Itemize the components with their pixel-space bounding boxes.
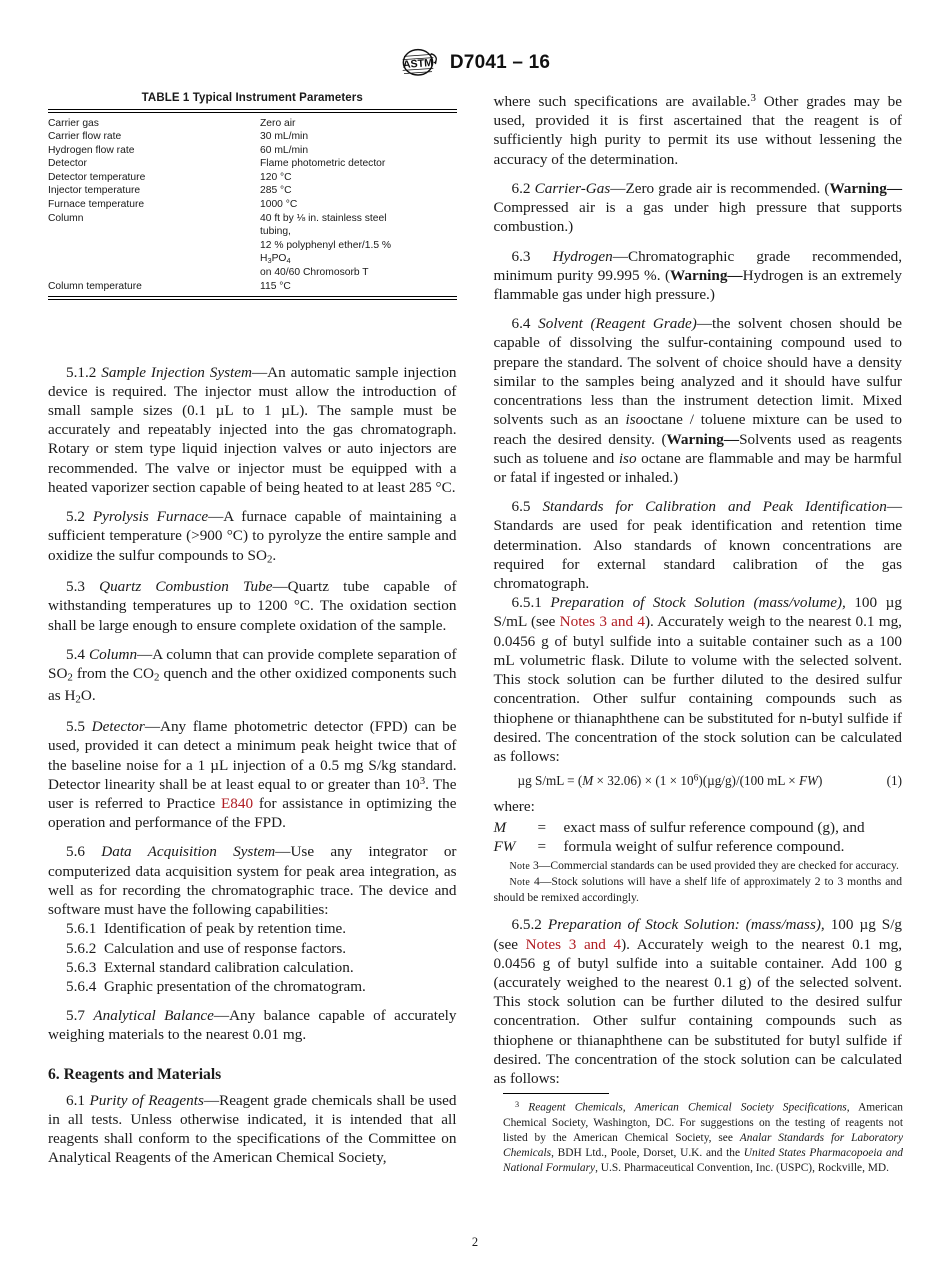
note-label: Note — [509, 877, 531, 889]
paragraph-5-6-3 — [48, 958, 457, 977]
paragraph-6-4 — [494, 314, 903, 487]
section-text: octane / toluene mixture can be used to reach the desired density. ( — [493, 411, 903, 448]
warning-label: Warning— — [666, 430, 740, 448]
section-title: Sample Injection System — [101, 363, 252, 381]
paragraph-5-6 — [48, 842, 457, 919]
section-title: Standards for Calibration and Peak Identification — [542, 498, 887, 516]
astm-logo-icon — [400, 48, 440, 78]
section-text: . The user is referred to Practice — [48, 775, 457, 812]
section-text: where such specifications are available. — [493, 93, 751, 110]
table-row-continuation — [48, 252, 457, 266]
table-row — [48, 130, 457, 144]
section-text-end: for assistance in optimizing the operation and performance of the FPD. — [48, 794, 457, 832]
section-number: 5.5 — [66, 718, 85, 736]
section-title: Carrier-Gas — [534, 179, 611, 197]
footnote-title-2: Analar Standards for Laboratory Chemicals — [503, 1131, 904, 1159]
section-text: —Standards are used for peak identification and retention time determination. Also standards of known concentrations are required for external standard calibration of the gas chromatograph. — [493, 498, 902, 593]
section-title: Pyrolysis Furnace — [92, 508, 209, 526]
param-label-empty — [48, 225, 260, 239]
section-6-heading: 6. Reagents and Materials — [48, 1065, 222, 1083]
table-row — [48, 117, 457, 131]
paragraph-5-5 — [48, 717, 457, 832]
equation-1: µg $S/mL = (M \times 32.06) \times (1 \times 10^6)(\mu g/g)/(100$ mL × FW) — [517, 773, 823, 789]
section-text-end: Compressed air is a gas under high pressure that supports combustion.) — [493, 199, 902, 236]
where-definition: exact mass of sulfur reference compound (g), and — [563, 818, 865, 836]
section-number: 5.6.3 — [66, 958, 97, 976]
section-title: Analytical Balance — [93, 1007, 214, 1025]
where-equals: = — [537, 818, 547, 836]
iso-prefix: iso — [618, 449, 637, 467]
where-symbol: M — [493, 818, 507, 836]
table-row-continuation — [48, 225, 457, 239]
right-column — [494, 92, 903, 1167]
section-text: Calculation and use of response factors. — [103, 939, 347, 957]
section-text-end: O. — [80, 686, 96, 704]
section-text-end: Hydrogen is an extremely flammable gas under high pressure.) — [493, 266, 902, 303]
document-designation: D7041 – 16 — [449, 52, 551, 73]
section-text: —Quartz tube capable of withstanding temperatures up to 1200 °C. The oxidation section shall be large enough to ensure complete oxidation of the sample. — [48, 578, 457, 634]
note-text: —Stock solutions will have a shelf life of approximately 2 to 3 months and should be remixed accordingly. — [493, 875, 902, 905]
where-equals: = — [537, 838, 547, 856]
section-text: Solvents used as reagents such as toluene and — [493, 430, 902, 467]
paragraph-6-5-1 — [494, 593, 903, 766]
section-number: 5.2 — [66, 508, 85, 526]
table-row — [48, 144, 457, 158]
param-label-empty — [48, 266, 260, 280]
left-column — [48, 92, 457, 1167]
note-number: 3 — [530, 859, 539, 873]
section-number: 5.6.4 — [66, 977, 97, 995]
section-text: —A furnace capable of maintaining a sufficient temperature (>900 °C) to pyrolyze the entire sample and oxidize the sulfur compounds to SO — [48, 508, 457, 564]
equation-number: (1) — [886, 773, 902, 789]
practice-e840-link[interactable]: E840 — [221, 794, 254, 812]
instrument-parameters-table — [48, 117, 457, 294]
notes-3-and-4-link[interactable]: Notes 3 and 4 — [559, 613, 645, 631]
section-title: Preparation of Stock Solution (mass/volume), — [550, 594, 846, 612]
paragraph-5-7 — [48, 1006, 457, 1044]
subscript: 2 — [266, 553, 273, 566]
param-value: 12 % polyphenyl ether/1.5 % — [260, 239, 392, 251]
two-column-body — [48, 92, 902, 1167]
paragraph-5-4 — [48, 645, 457, 707]
section-text: —Reagent grade chemicals shall be used in all tests. Unless otherwise indicated, it is intended that all reagents shall conform to the specifications of the Committee on Analytical Reagents of the American Chemical Society, — [48, 1091, 457, 1167]
param-label: Furnace temperature — [48, 198, 145, 210]
section-text-end: ). Accurately weigh to the nearest 0.1 mg, 0.0456 g of butyl sulfide into a suitable container such as a 100 mL volumetric flask. Dilute to volume with the selected solvent. This stock solution can be further diluted to the desired sulfur concentration. Other sulfur containing compounds such as thiophene or thianaphthene can be substituted for n-butyl sulfide if desired. The concentration of the stock solution can be calculated as follows: — [493, 613, 902, 765]
where-definition: formula weight of sulfur reference compound. — [563, 838, 845, 856]
section-title: Solvent (Reagent Grade) — [538, 315, 697, 333]
param-label: Carrier gas — [48, 117, 99, 129]
table-row — [48, 184, 457, 198]
footnote-title-3: United States Pharmacopoeia and National Formulary — [503, 1146, 903, 1174]
where-row — [494, 837, 865, 856]
param-value: 30 mL/min — [260, 131, 309, 143]
note-text: —Commercial standards can be used provided they are checked for accuracy. — [538, 859, 899, 873]
table-row — [48, 171, 457, 185]
where-symbol: FW — [493, 838, 516, 856]
param-label: Hydrogen flow rate — [48, 144, 135, 156]
notes-3-and-4-link[interactable]: Notes 3 and 4 — [525, 935, 622, 953]
section-text: —Any balance capable of accurately weighing materials to the nearest 0.01 mg. — [48, 1007, 457, 1044]
param-label: Carrier flow rate — [48, 131, 122, 143]
section-number: 6.5 — [511, 498, 531, 516]
section-text: Identification of peak by retention time. — [103, 920, 347, 938]
section-number: 5.7 — [66, 1007, 85, 1025]
section-text-end: . — [272, 546, 277, 564]
equation-1-row — [494, 773, 903, 790]
param-label: Column temperature — [48, 280, 142, 292]
paragraph-5-1-2 — [48, 363, 457, 498]
section-title: Detector — [91, 718, 145, 736]
paragraph-continuation-6-1 — [494, 92, 903, 169]
paragraph-6-2 — [494, 179, 903, 237]
subscript: 2 — [154, 671, 160, 684]
param-value: 285 °C — [260, 185, 292, 197]
table-1 — [48, 92, 457, 300]
param-value: 1000 °C — [260, 198, 298, 210]
table-row — [48, 280, 457, 294]
footnote-text-3: , U.S. Pharmaceutical Convention, Inc. (USPC), Rockville, MD. — [595, 1161, 889, 1174]
note-number: 4 — [530, 875, 540, 889]
subscript: 2 — [75, 693, 81, 706]
section-text: 100 µg S/g (see — [493, 916, 903, 953]
section-title: Data Acquisition System — [101, 843, 276, 861]
section-title: Quartz Combustion Tube — [99, 578, 273, 596]
table-row — [48, 157, 457, 171]
param-value: 115 °C — [260, 280, 291, 292]
section-title: Preparation of Stock Solution: (mass/mass), — [547, 916, 825, 934]
section-text: Graphic presentation of the chromatogram. — [103, 977, 366, 995]
section-text: 100 µg S/mL (see — [493, 594, 902, 631]
table-title: TABLE 1 Typical Instrument Parameters — [141, 92, 363, 104]
table-row — [48, 198, 457, 212]
footnote-text-2: , BDH Ltd., Poole, Dorset, U.K. and the — [551, 1146, 744, 1159]
footnote-text-1: , American Chemical Society, Washington, DC. For suggestions on the testing of reagents not listed by the American Chemical Society, see — [503, 1101, 903, 1144]
section-number: 6.5.2 — [511, 916, 542, 934]
section-text: quench and the other oxidized components such as H — [48, 664, 457, 704]
paragraph-5-3 — [48, 577, 457, 635]
svg-text:ASTM: ASTM — [402, 56, 434, 72]
section-title: Purity of Reagents — [89, 1091, 204, 1109]
section-text: —Chromatographic grade recommended, minimum purity 99.995 %. ( — [493, 247, 902, 284]
section-text: External standard calibration calculation. — [103, 958, 354, 976]
param-label: Injector temperature — [48, 185, 141, 197]
section-number: 5.3 — [66, 578, 85, 596]
paragraph-5-2 — [48, 507, 457, 567]
section-text-end: octane are flammable and may be harmful or fatal if ingested or inhaled.) — [493, 449, 902, 486]
paragraph-5-6-1 — [48, 919, 457, 938]
footnote-marker: 3 — [515, 1100, 520, 1109]
section-text: —A column that can provide complete separation of SO — [48, 645, 457, 682]
paragraph-5-6-2 — [48, 939, 457, 958]
note-label: Note — [509, 861, 531, 873]
section-number: 5.6 — [66, 843, 85, 861]
section-text: —the solvent chosen should be capable of dissolving the sulfur-containing compound used to prepare the standard. The solvent of choice should have a density similar to the samples being analyzed and it should have sulfur concentrations less than the instrument detection limit. Mixed solvents such as an — [493, 315, 902, 429]
note-4 — [494, 874, 903, 905]
section-number: 5.6.1 — [66, 920, 97, 938]
section-number: 6.5.1 — [511, 594, 542, 612]
section-text: —Zero grade air is recommended. ( — [610, 179, 830, 197]
where-row — [494, 818, 865, 837]
note-3 — [494, 858, 903, 874]
section-text: —An automatic sample injection device is required. The injector must allow the introduction of small sample sizes (0.1 µL to 1 µL). The sample must be accurately and repeatably injected into the gas chromatograph. Rotary or stem type liquid injection valves or auto injectors are recommended. The valve or injector must be equipped with a heated vaporizer section capable of being heated to at least 285 °C. — [48, 363, 457, 496]
paragraph-5-6-4 — [48, 977, 457, 996]
warning-label: Warning— — [829, 179, 903, 197]
paragraph-6-3 — [494, 247, 903, 305]
section-title: Hydrogen — [552, 247, 613, 265]
table-row-continuation — [48, 266, 457, 280]
param-label-empty — [48, 252, 260, 266]
section-text: —Use any integrator or computerized data acquisition system for peak area integration, as well as for recording the chromatographic trace. The device and software must have the following capabilities: — [48, 843, 457, 919]
param-label: Column — [48, 212, 84, 224]
section-number: 6.1 — [66, 1091, 85, 1109]
param-value: Flame photometric detector — [260, 158, 386, 170]
param-value: on 40/60 Chromosorb T — [260, 266, 369, 278]
iso-prefix: iso — [625, 411, 644, 429]
section-number: 6.2 — [511, 179, 531, 197]
param-value: tubing, — [260, 226, 291, 238]
footnote-title-1: Reagent Chemicals, American Chemical Society Specifications — [528, 1101, 847, 1114]
param-value: Zero air — [260, 117, 296, 129]
section-number: 5.4 — [66, 645, 85, 663]
section-text: —Any flame photometric detector (FPD) can be used, provided it can detect a minimum peak height twice that of the baseline noise for a 1 µL injection of a 0.5 mg S/kg standard. Detector linearity shall be at least equal to or greater than 10 — [48, 718, 457, 793]
param-value: 60 mL/min — [260, 144, 309, 156]
param-value: 40 ft by ⅛ in. stainless steel — [260, 212, 387, 224]
where-label: where: — [493, 797, 535, 815]
table-row-continuation — [48, 239, 457, 253]
paragraph-6-1 — [48, 1091, 457, 1168]
section-number: 6.4 — [511, 315, 531, 333]
section-number: 5.1.2 — [66, 363, 97, 381]
page-number: 2 — [471, 1235, 479, 1249]
footnote-block — [503, 1093, 903, 1176]
footnote-marker-3: 3 — [750, 92, 756, 105]
section-number: 6.3 — [511, 247, 531, 265]
page-header — [0, 48, 950, 78]
subscript: 2 — [67, 671, 73, 684]
section-text-end: Other grades may be used, provided it is first ascertained that the reagent is of sufficiently high purity to permit its use without lessening the accuracy of the determination. — [493, 93, 903, 168]
param-value: 120 °C — [260, 171, 292, 183]
section-number: 5.6.2 — [66, 939, 97, 957]
param-label: Detector temperature — [48, 171, 146, 183]
param-label: Detector — [48, 158, 87, 170]
warning-label: Warning— — [670, 266, 743, 284]
param-label-empty — [48, 239, 260, 253]
footnote-separator-rule — [503, 1093, 609, 1094]
footnote-3 — [503, 1100, 903, 1176]
paragraph-6-5-2 — [494, 915, 903, 1088]
section-title: Column — [88, 645, 138, 663]
superscript: 3 — [419, 774, 426, 787]
param-value-formula: $H_3PO_4$ — [260, 253, 291, 266]
paragraph-6-5 — [494, 497, 903, 593]
section-text-end: ). Accurately weigh to the nearest 0.1 mg, 0.0456 g of butyl sulfide into a suitable container. Add 100 g (accurately weighed to the nearest 0.1 g) of the selected solvent. This stock solution can be further diluted to the desired sulfur concentration. Other sulfur containing compounds such as thiophene or thianaphthene can be substituted for butyl sulfide if desired. The concentration of the stock solution can be calculated as follows: — [493, 935, 902, 1088]
section-text: from the CO — [72, 664, 155, 682]
where-definitions — [494, 818, 865, 856]
table-row — [48, 212, 457, 226]
